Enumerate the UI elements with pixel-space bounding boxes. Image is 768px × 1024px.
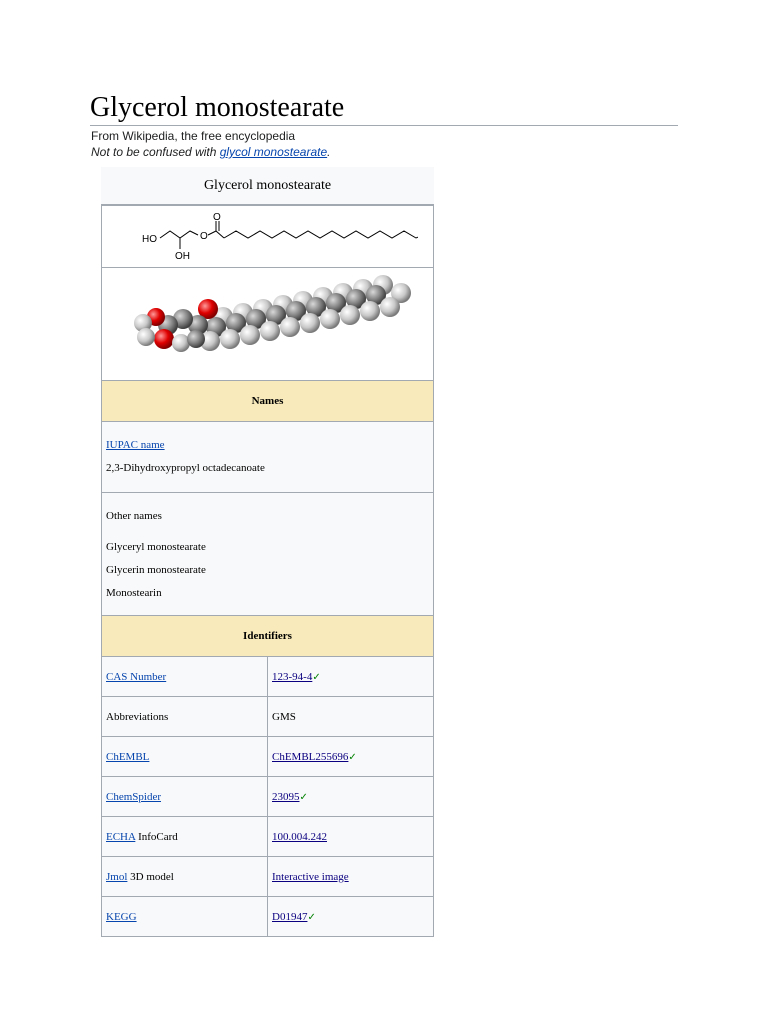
chembl-link[interactable]: ChEMBL: [106, 750, 150, 763]
chemspider-value-link[interactable]: 23095: [272, 790, 300, 803]
infobox-caption: Glycerol monostearate: [101, 167, 434, 205]
other-names-label: Other names: [106, 510, 162, 522]
iupac-name-value: 2,3-Dihydroxypropyl octadecanoate: [106, 462, 265, 474]
identifier-label-cell: [102, 817, 268, 857]
names-section-header: Names: [102, 381, 434, 422]
ester-oxygen-label: O: [199, 231, 208, 242]
verified-check-icon: ✓: [299, 791, 308, 803]
verified-check-icon: ✓: [312, 671, 321, 683]
oh-label: OH: [174, 251, 190, 262]
identifier-label-cell: [102, 857, 268, 897]
identifier-value-cell: [268, 817, 434, 857]
identifier-label-cell: [102, 737, 268, 777]
interactive-image-link[interactable]: Interactive image: [272, 870, 349, 883]
table-row: [102, 657, 434, 697]
page-title: Glycerol monostearate: [90, 92, 345, 123]
iupac-name-link[interactable]: IUPAC name: [106, 439, 165, 451]
site-tagline: From Wikipedia, the free encyclopedia: [91, 129, 296, 143]
other-name-item: Glycerin monostearate: [106, 564, 206, 576]
identifier-value-cell: [268, 857, 434, 897]
hatnote-link-glycol-monostearate[interactable]: glycol monostearate: [219, 145, 328, 159]
other-name-item: Monostearin: [106, 587, 162, 599]
verified-check-icon: ✓: [348, 751, 357, 763]
kegg-value-link[interactable]: D01947: [272, 910, 308, 923]
identifier-label-text: InfoCard: [135, 830, 178, 843]
iupac-name-cell: [102, 422, 434, 493]
table-row: [102, 817, 434, 857]
skeletal-formula-image[interactable]: [118, 207, 418, 263]
echa-value-link[interactable]: 100.004.242: [272, 830, 327, 843]
chemspider-link[interactable]: ChemSpider: [106, 790, 161, 803]
verified-check-icon: ✓: [307, 911, 316, 923]
ho-label: HO: [141, 234, 157, 245]
table-row: [102, 697, 434, 737]
table-row: [102, 777, 434, 817]
abbreviations-label: Abbreviations: [106, 710, 169, 723]
cas-number-link[interactable]: CAS Number: [106, 670, 167, 683]
identifier-value-cell: [268, 657, 434, 697]
echa-link[interactable]: ECHA: [106, 830, 136, 843]
chembl-value-link[interactable]: ChEMBL255696: [272, 750, 349, 763]
identifier-label-text: 3D model: [127, 870, 174, 883]
hatnote-suffix: .: [327, 145, 331, 159]
other-names-cell: [102, 493, 434, 616]
identifier-label-cell: [102, 777, 268, 817]
identifier-value-cell: [268, 697, 434, 737]
abbreviations-value: GMS: [272, 710, 296, 723]
jmol-link[interactable]: Jmol: [106, 870, 128, 883]
identifier-value-cell: [268, 777, 434, 817]
identifier-value-cell: [268, 737, 434, 777]
kegg-link[interactable]: KEGG: [106, 910, 137, 923]
title-divider: [90, 125, 678, 126]
hatnote-prefix: Not to be confused with: [91, 145, 220, 159]
other-name-item: Glyceryl monostearate: [106, 541, 206, 553]
identifier-label-cell: [102, 697, 268, 737]
table-row: [102, 737, 434, 777]
table-row: [102, 857, 434, 897]
cas-number-value-link[interactable]: 123-94-4: [272, 670, 313, 683]
identifiers-section-header: Identifiers: [102, 616, 434, 657]
oxygen-label: O: [212, 212, 221, 223]
space-filling-model-cell: [102, 268, 434, 381]
identifier-label-cell: [102, 897, 268, 937]
identifier-value-cell: [268, 897, 434, 937]
identifier-label-cell: [102, 657, 268, 697]
space-filling-model-image[interactable]: [118, 273, 418, 373]
structure-image-cell: [102, 206, 434, 268]
infobox-table: [101, 205, 434, 937]
chem-infobox: [101, 167, 434, 937]
table-row: [102, 897, 434, 937]
hatnote: [91, 145, 330, 159]
